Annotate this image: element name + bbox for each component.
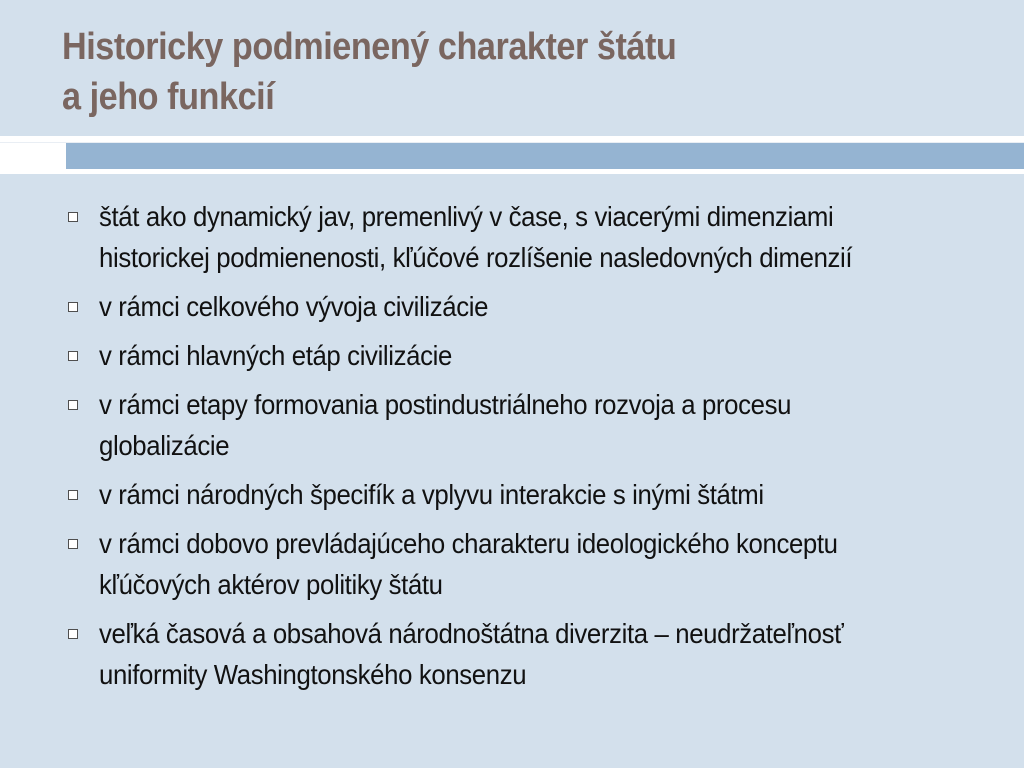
bullet-item-4 bbox=[62, 384, 962, 466]
bullet-line: štát ako dynamický jav, premenlivý v čase, s viacerými dimenziami bbox=[99, 201, 834, 232]
bullet-text bbox=[99, 523, 955, 605]
bullet-line: v rámci dobovo prevládajúceho charakteru ideologického konceptu bbox=[99, 528, 838, 559]
title-accent-bar bbox=[66, 142, 1024, 169]
square-bullet-icon bbox=[68, 539, 78, 549]
bullet-text bbox=[99, 384, 955, 466]
bullet-text bbox=[99, 286, 955, 327]
bullet-item-2 bbox=[62, 286, 962, 327]
square-bullet-icon bbox=[68, 351, 78, 361]
bullet-line: historickej podmienenosti, kľúčové rozlíšenie nasledovných dimenzií bbox=[99, 242, 853, 273]
bullet-text bbox=[99, 613, 955, 695]
bullet-item-5 bbox=[62, 474, 962, 515]
slide-content bbox=[62, 196, 962, 703]
slide-title-line-2: a jeho funkcií bbox=[62, 76, 275, 118]
square-bullet-icon bbox=[68, 629, 78, 639]
bullet-item-7 bbox=[62, 613, 962, 695]
square-bullet-icon bbox=[68, 212, 78, 222]
bullet-text bbox=[99, 196, 955, 278]
slide-title bbox=[62, 22, 890, 122]
bullet-line: kľúčových aktérov politiky štátu bbox=[99, 569, 443, 600]
bullet-text bbox=[99, 335, 955, 376]
bullet-line: v rámci etapy formovania postindustriálneho rozvoja a procesu bbox=[99, 389, 792, 420]
title-separator-line bbox=[0, 142, 1024, 143]
bullet-item-3 bbox=[62, 335, 962, 376]
bullet-line: v rámci národných špecifík a vplyvu interakcie s inými štátmi bbox=[99, 479, 764, 510]
bullet-item-1 bbox=[62, 196, 962, 278]
bullet-line: uniformity Washingtonského konsenzu bbox=[99, 659, 527, 690]
bullet-line: v rámci celkového vývoja civilizácie bbox=[99, 291, 489, 322]
slide-title-line-1: Historicky podmienený charakter štátu bbox=[62, 26, 677, 68]
square-bullet-icon bbox=[68, 490, 78, 500]
square-bullet-icon bbox=[68, 400, 78, 410]
bullet-line: veľká časová a obsahová národnoštátna diverzita – neudržateľnosť bbox=[99, 618, 844, 649]
bullet-list bbox=[62, 196, 962, 695]
square-bullet-icon bbox=[68, 302, 78, 312]
bullet-item-6 bbox=[62, 523, 962, 605]
bullet-line: globalizácie bbox=[99, 430, 230, 461]
bullet-line: v rámci hlavných etáp civilizácie bbox=[99, 340, 452, 371]
bullet-text bbox=[99, 474, 955, 515]
